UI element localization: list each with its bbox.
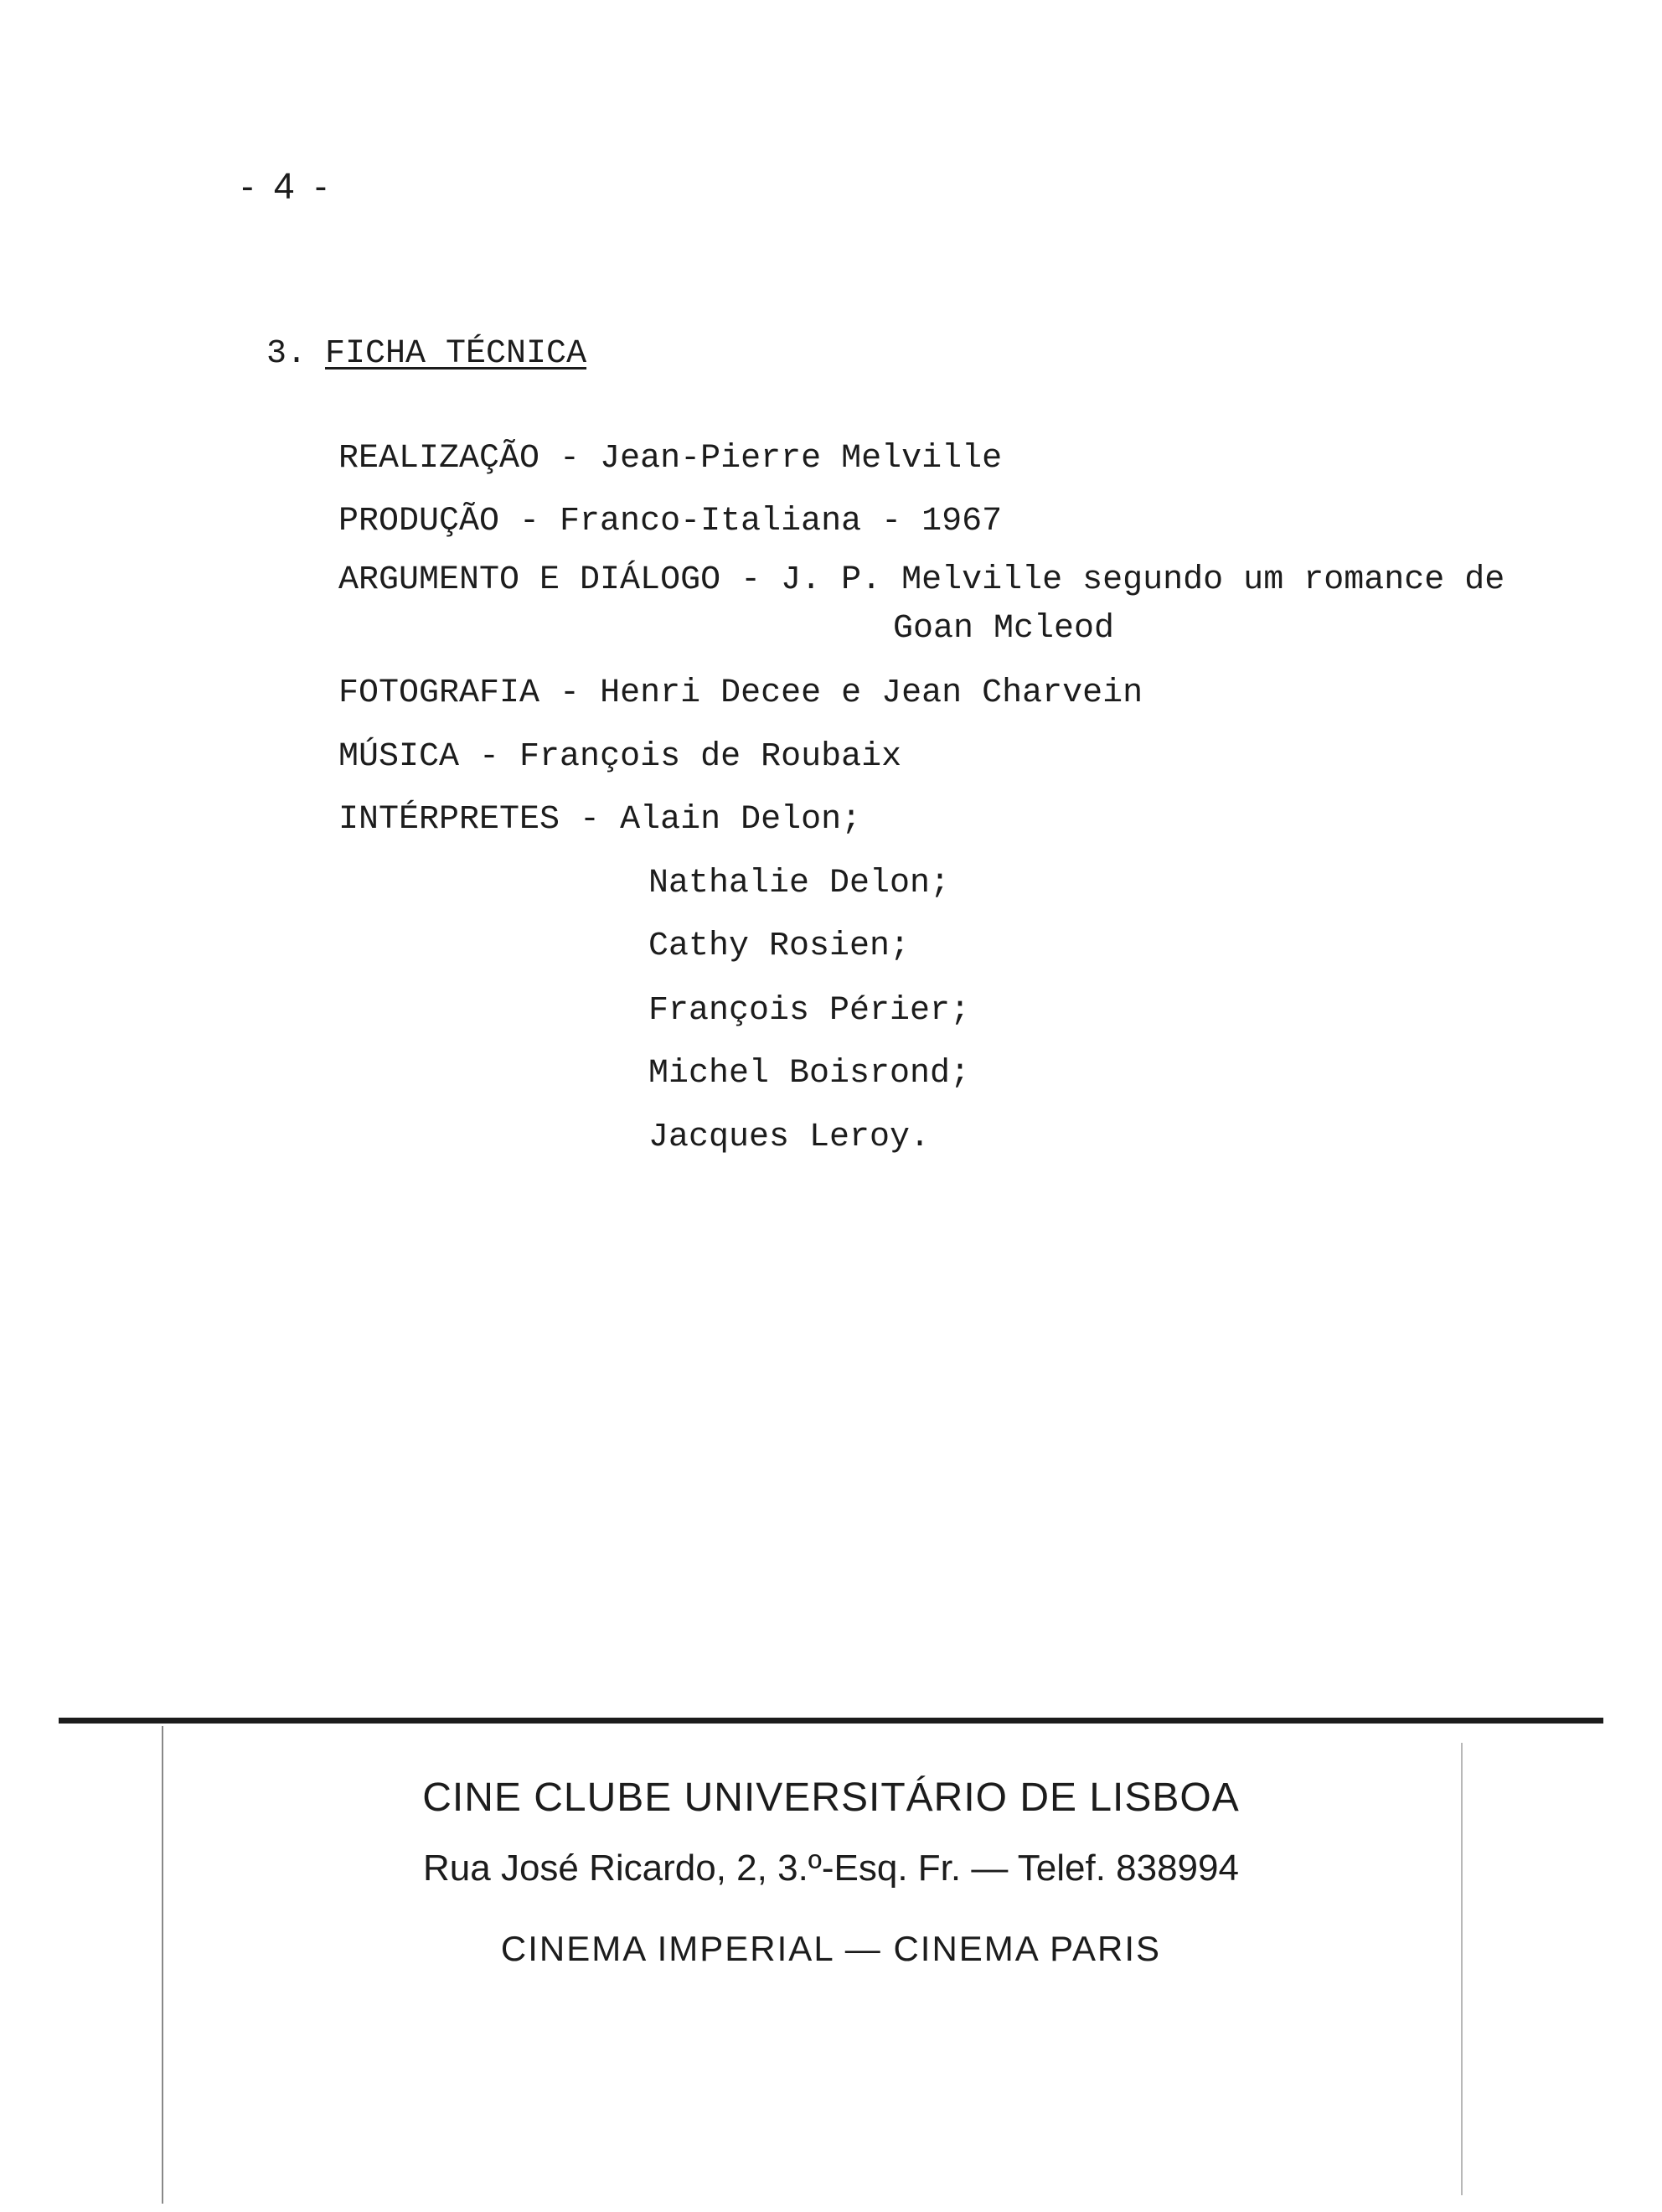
credit-fotografia: FOTOGRAFIA - Henri Decee e Jean Charvein — [338, 674, 1143, 712]
credit-interpretes: INTÉRPRETES - Alain Delon; — [338, 801, 862, 839]
footer-organization: CINE CLUBE UNIVERSITÁRIO DE LISBOA — [422, 1775, 1240, 1820]
credit-value: Henri Decee e Jean Charvein — [600, 674, 1143, 712]
footer-divider — [59, 1718, 1603, 1724]
cast-name: Cathy Rosien; — [648, 928, 911, 965]
cast-name: Alain Delon; — [620, 801, 862, 839]
credit-argumento-continuation: Goan Mcleod — [893, 610, 1115, 648]
credit-label: FOTOGRAFIA — [338, 674, 540, 712]
cast-name: François Périer; — [648, 992, 971, 1030]
credit-realizacao: REALIZAÇÃO - Jean-Pierre Melville — [338, 440, 1003, 478]
footer-cinemas: CINEMA IMPERIAL — CINEMA PARIS — [500, 1929, 1162, 1968]
credit-value: François de Roubaix — [519, 738, 902, 776]
cast-name: Michel Boisrond; — [648, 1055, 971, 1093]
section-number: 3. — [266, 335, 307, 373]
credit-label: REALIZAÇÃO — [338, 440, 540, 478]
cast-name: Jacques Leroy. — [648, 1119, 931, 1156]
credit-producao: PRODUÇÃO - Franco-Italiana - 1967 — [338, 503, 1003, 540]
credit-label: PRODUÇÃO — [338, 503, 500, 540]
credit-value: Jean-Pierre Melville — [600, 440, 1003, 478]
credit-musica: MÚSICA - François de Roubaix — [338, 738, 902, 776]
credit-label: ARGUMENTO E DIÁLOGO — [338, 561, 721, 599]
credit-argumento: ARGUMENTO E DIÁLOGO - J. P. Melville segundo um romance de — [338, 561, 1505, 599]
page-number: - 4 - — [241, 166, 333, 207]
cast-name: Nathalie Delon; — [648, 865, 951, 902]
credit-label: MÚSICA — [338, 738, 460, 776]
credit-value: Franco-Italiana - 1967 — [560, 503, 1003, 540]
footer-address: Rua José Ricardo, 2, 3.º-Esq. Fr. — Telef. 838994 — [423, 1848, 1239, 1889]
credit-value: J. P. Melville segundo um romance de — [781, 561, 1505, 599]
section-title: FICHA TÉCNICA — [325, 335, 587, 373]
section-heading — [266, 335, 587, 373]
credit-label: INTÉRPRETES — [338, 801, 560, 839]
